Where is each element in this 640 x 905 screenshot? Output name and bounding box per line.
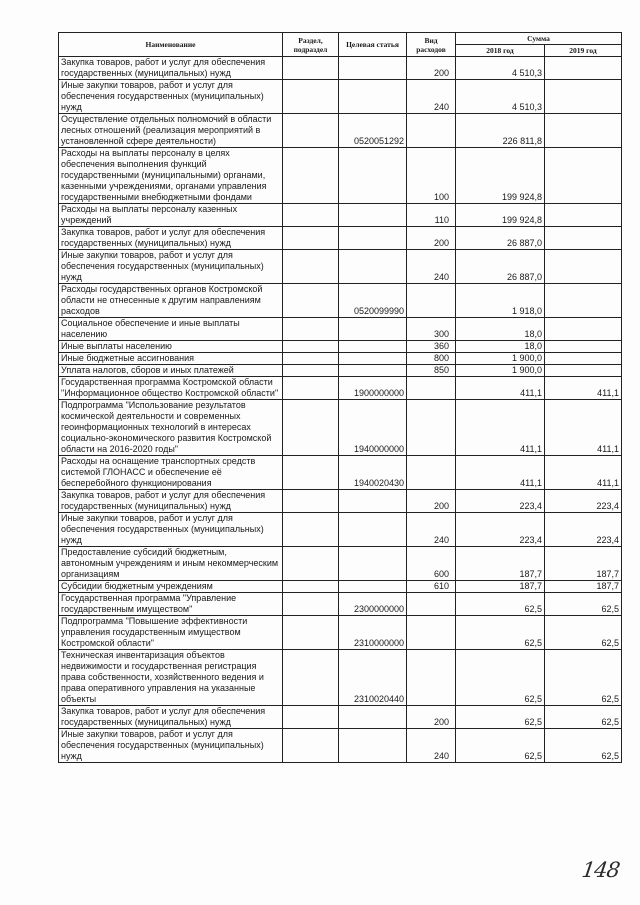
cell-sum-2019 [545, 341, 622, 353]
cell-sum-2019: 62,5 [545, 706, 622, 729]
cell-sum-2019: 411,1 [545, 456, 622, 490]
cell-section [283, 581, 339, 593]
cell-sum-2019 [545, 250, 622, 284]
cell-name: Осуществление отдельных полномочий в области лесных отношений (реализация мероприятий в установленной сфере деятельности) [59, 114, 283, 148]
cell-section [283, 204, 339, 227]
cell-section [283, 318, 339, 341]
cell-sum-2018: 62,5 [456, 706, 545, 729]
cell-section [283, 377, 339, 400]
cell-sum-2019: 187,7 [545, 581, 622, 593]
table-row [59, 616, 622, 650]
cell-sum-2019 [545, 148, 622, 204]
table-row [59, 114, 622, 148]
cell-section [283, 341, 339, 353]
cell-sum-2018: 411,1 [456, 456, 545, 490]
cell-section [283, 250, 339, 284]
table-row [59, 365, 622, 377]
cell-expense-type: 200 [407, 490, 456, 513]
header-section: Раздел, подраздел [283, 33, 339, 57]
cell-target [339, 341, 407, 353]
table-row [59, 57, 622, 80]
cell-sum-2018: 411,1 [456, 400, 545, 456]
cell-sum-2018: 187,7 [456, 547, 545, 581]
header-target: Целевая статья [339, 33, 407, 57]
cell-sum-2019 [545, 353, 622, 365]
cell-name: Субсидии бюджетным учреждениям [59, 581, 283, 593]
cell-name: Предоставление субсидий бюджетным, автономным учреждениям и иным некоммерческим организациям [59, 547, 283, 581]
cell-section [283, 490, 339, 513]
cell-sum-2018: 223,4 [456, 490, 545, 513]
cell-section [283, 227, 339, 250]
cell-section [283, 114, 339, 148]
table-row [59, 204, 622, 227]
cell-name: Социальное обеспечение и иные выплаты населению [59, 318, 283, 341]
cell-name: Закупка товаров, работ и услуг для обеспечения государственных (муниципальных) нужд [59, 57, 283, 80]
cell-sum-2018: 26 887,0 [456, 250, 545, 284]
cell-section [283, 57, 339, 80]
cell-sum-2018: 62,5 [456, 650, 545, 706]
cell-target: 1900000000 [339, 377, 407, 400]
cell-sum-2018: 199 924,8 [456, 204, 545, 227]
cell-sum-2019 [545, 318, 622, 341]
cell-section [283, 284, 339, 318]
table-row [59, 456, 622, 490]
cell-sum-2019 [545, 204, 622, 227]
cell-target [339, 547, 407, 581]
cell-section [283, 593, 339, 616]
table-row [59, 341, 622, 353]
cell-sum-2019: 223,4 [545, 513, 622, 547]
cell-expense-type [407, 456, 456, 490]
cell-section [283, 729, 339, 763]
table-row [59, 547, 622, 581]
table-row [59, 650, 622, 706]
table-row [59, 318, 622, 341]
table-row [59, 377, 622, 400]
cell-target [339, 80, 407, 114]
cell-sum-2018: 1 900,0 [456, 353, 545, 365]
cell-sum-2019: 187,7 [545, 547, 622, 581]
cell-name: Подпрограмма "Использование результатов космической деятельности и современных геоинформационных технологий в интересах социально-экономического развития Костромской области на 2016-2020 годы" [59, 400, 283, 456]
cell-expense-type: 850 [407, 365, 456, 377]
table-row [59, 227, 622, 250]
cell-name: Закупка товаров, работ и услуг для обеспечения государственных (муниципальных) нужд [59, 227, 283, 250]
cell-name: Уплата налогов, сборов и иных платежей [59, 365, 283, 377]
table-row [59, 593, 622, 616]
table-row [59, 490, 622, 513]
cell-expense-type: 110 [407, 204, 456, 227]
cell-sum-2018: 62,5 [456, 593, 545, 616]
cell-target: 1940020430 [339, 456, 407, 490]
cell-expense-type: 100 [407, 148, 456, 204]
cell-sum-2019: 411,1 [545, 400, 622, 456]
cell-sum-2019: 223,4 [545, 490, 622, 513]
cell-sum-2019: 62,5 [545, 729, 622, 763]
table-row [59, 250, 622, 284]
cell-target [339, 490, 407, 513]
cell-sum-2018: 199 924,8 [456, 148, 545, 204]
cell-sum-2018: 62,5 [456, 616, 545, 650]
cell-expense-type [407, 650, 456, 706]
cell-target: 0520099990 [339, 284, 407, 318]
cell-expense-type: 240 [407, 80, 456, 114]
table-row [59, 400, 622, 456]
cell-expense-type [407, 400, 456, 456]
cell-expense-type: 240 [407, 513, 456, 547]
cell-expense-type [407, 284, 456, 318]
cell-target: 1940000000 [339, 400, 407, 456]
cell-expense-type [407, 616, 456, 650]
cell-target [339, 729, 407, 763]
cell-expense-type: 300 [407, 318, 456, 341]
cell-sum-2019: 62,5 [545, 650, 622, 706]
cell-sum-2018: 187,7 [456, 581, 545, 593]
header-year-2019: 2019 год [545, 45, 622, 57]
table-row [59, 729, 622, 763]
cell-name: Закупка товаров, работ и услуг для обеспечения государственных (муниципальных) нужд [59, 490, 283, 513]
cell-name: Закупка товаров, работ и услуг для обеспечения государственных (муниципальных) нужд [59, 706, 283, 729]
cell-section [283, 148, 339, 204]
cell-expense-type: 200 [407, 227, 456, 250]
table-row [59, 581, 622, 593]
cell-name: Расходы на выплаты персоналу в целях обеспечения выполнения функций государственными (муниципальными) органами, казенными учреждениями, органами управления государственными внебюджетными фондами [59, 148, 283, 204]
table-row [59, 706, 622, 729]
cell-name: Иные закупки товаров, работ и услуг для обеспечения государственных (муниципальных) нужд [59, 729, 283, 763]
cell-name: Техническая инвентаризация объектов недвижимости и государственная регистрация права собственности, хозяйственного ведения и права оперативного управления на указанные объекты [59, 650, 283, 706]
cell-expense-type: 360 [407, 341, 456, 353]
cell-sum-2018: 4 510,3 [456, 57, 545, 80]
cell-target [339, 250, 407, 284]
cell-sum-2019: 62,5 [545, 616, 622, 650]
cell-name: Расходы на выплаты персоналу казенных учреждений [59, 204, 283, 227]
cell-section [283, 456, 339, 490]
cell-target [339, 513, 407, 547]
cell-sum-2018: 1 900,0 [456, 365, 545, 377]
cell-section [283, 353, 339, 365]
cell-section [283, 616, 339, 650]
cell-sum-2019 [545, 365, 622, 377]
cell-sum-2018: 18,0 [456, 318, 545, 341]
cell-name: Иные закупки товаров, работ и услуг для обеспечения государственных (муниципальных) нужд [59, 513, 283, 547]
cell-section [283, 365, 339, 377]
cell-sum-2019: 62,5 [545, 593, 622, 616]
cell-section [283, 513, 339, 547]
cell-target [339, 353, 407, 365]
cell-name: Иные закупки товаров, работ и услуг для обеспечения государственных (муниципальных) нужд [59, 80, 283, 114]
cell-target: 2300000000 [339, 593, 407, 616]
cell-sum-2019 [545, 57, 622, 80]
cell-expense-type: 610 [407, 581, 456, 593]
table-row [59, 148, 622, 204]
cell-name: Государственная программа Костромской области "Информационное общество Костромской области" [59, 377, 283, 400]
cell-expense-type: 240 [407, 250, 456, 284]
cell-expense-type: 800 [407, 353, 456, 365]
cell-name: Иные выплаты населению [59, 341, 283, 353]
cell-section [283, 80, 339, 114]
cell-sum-2018: 18,0 [456, 341, 545, 353]
cell-target [339, 57, 407, 80]
cell-name: Подпрограмма "Повышение эффективности управления государственным имуществом Костромской области" [59, 616, 283, 650]
cell-target [339, 706, 407, 729]
table-row [59, 513, 622, 547]
cell-expense-type [407, 593, 456, 616]
cell-sum-2018: 62,5 [456, 729, 545, 763]
cell-name: Расходы государственных органов Костромской области не отнесенные к другим направлениям расходов [59, 284, 283, 318]
table-row [59, 353, 622, 365]
cell-sum-2018: 26 887,0 [456, 227, 545, 250]
cell-expense-type: 200 [407, 706, 456, 729]
table-row [59, 80, 622, 114]
header-expense-type: Вид расходов [407, 33, 456, 57]
cell-target [339, 227, 407, 250]
table-body [59, 57, 622, 763]
cell-sum-2018: 1 918,0 [456, 284, 545, 318]
cell-expense-type: 600 [407, 547, 456, 581]
cell-target: 0520051292 [339, 114, 407, 148]
table-header [59, 33, 622, 57]
header-sum: Сумма [456, 33, 622, 45]
cell-target: 2310020440 [339, 650, 407, 706]
cell-sum-2019 [545, 284, 622, 318]
cell-sum-2018: 4 510,3 [456, 80, 545, 114]
cell-expense-type [407, 114, 456, 148]
cell-sum-2019 [545, 114, 622, 148]
cell-name: Расходы на оснащение транспортных средств системой ГЛОНАСС и обеспечение её бесперебойного функционирования [59, 456, 283, 490]
cell-target: 2310000000 [339, 616, 407, 650]
cell-section [283, 547, 339, 581]
cell-section [283, 706, 339, 729]
budget-table [58, 32, 622, 763]
cell-target [339, 148, 407, 204]
table-row [59, 284, 622, 318]
cell-section [283, 400, 339, 456]
cell-expense-type: 200 [407, 57, 456, 80]
cell-target [339, 365, 407, 377]
cell-expense-type: 240 [407, 729, 456, 763]
cell-name: Иные закупки товаров, работ и услуг для обеспечения государственных (муниципальных) нужд [59, 250, 283, 284]
cell-sum-2018: 411,1 [456, 377, 545, 400]
cell-target [339, 204, 407, 227]
cell-expense-type [407, 377, 456, 400]
cell-name: Государственная программа "Управление государственным имуществом" [59, 593, 283, 616]
cell-target [339, 581, 407, 593]
cell-target [339, 318, 407, 341]
header-name: Наименование [59, 33, 283, 57]
cell-sum-2019: 411,1 [545, 377, 622, 400]
cell-sum-2019 [545, 80, 622, 114]
cell-sum-2018: 223,4 [456, 513, 545, 547]
cell-sum-2019 [545, 227, 622, 250]
header-year-2018: 2018 год [456, 45, 545, 57]
handwritten-page-number: 148 [580, 858, 621, 882]
cell-section [283, 650, 339, 706]
cell-name: Иные бюджетные ассигнования [59, 353, 283, 365]
cell-sum-2018: 226 811,8 [456, 114, 545, 148]
